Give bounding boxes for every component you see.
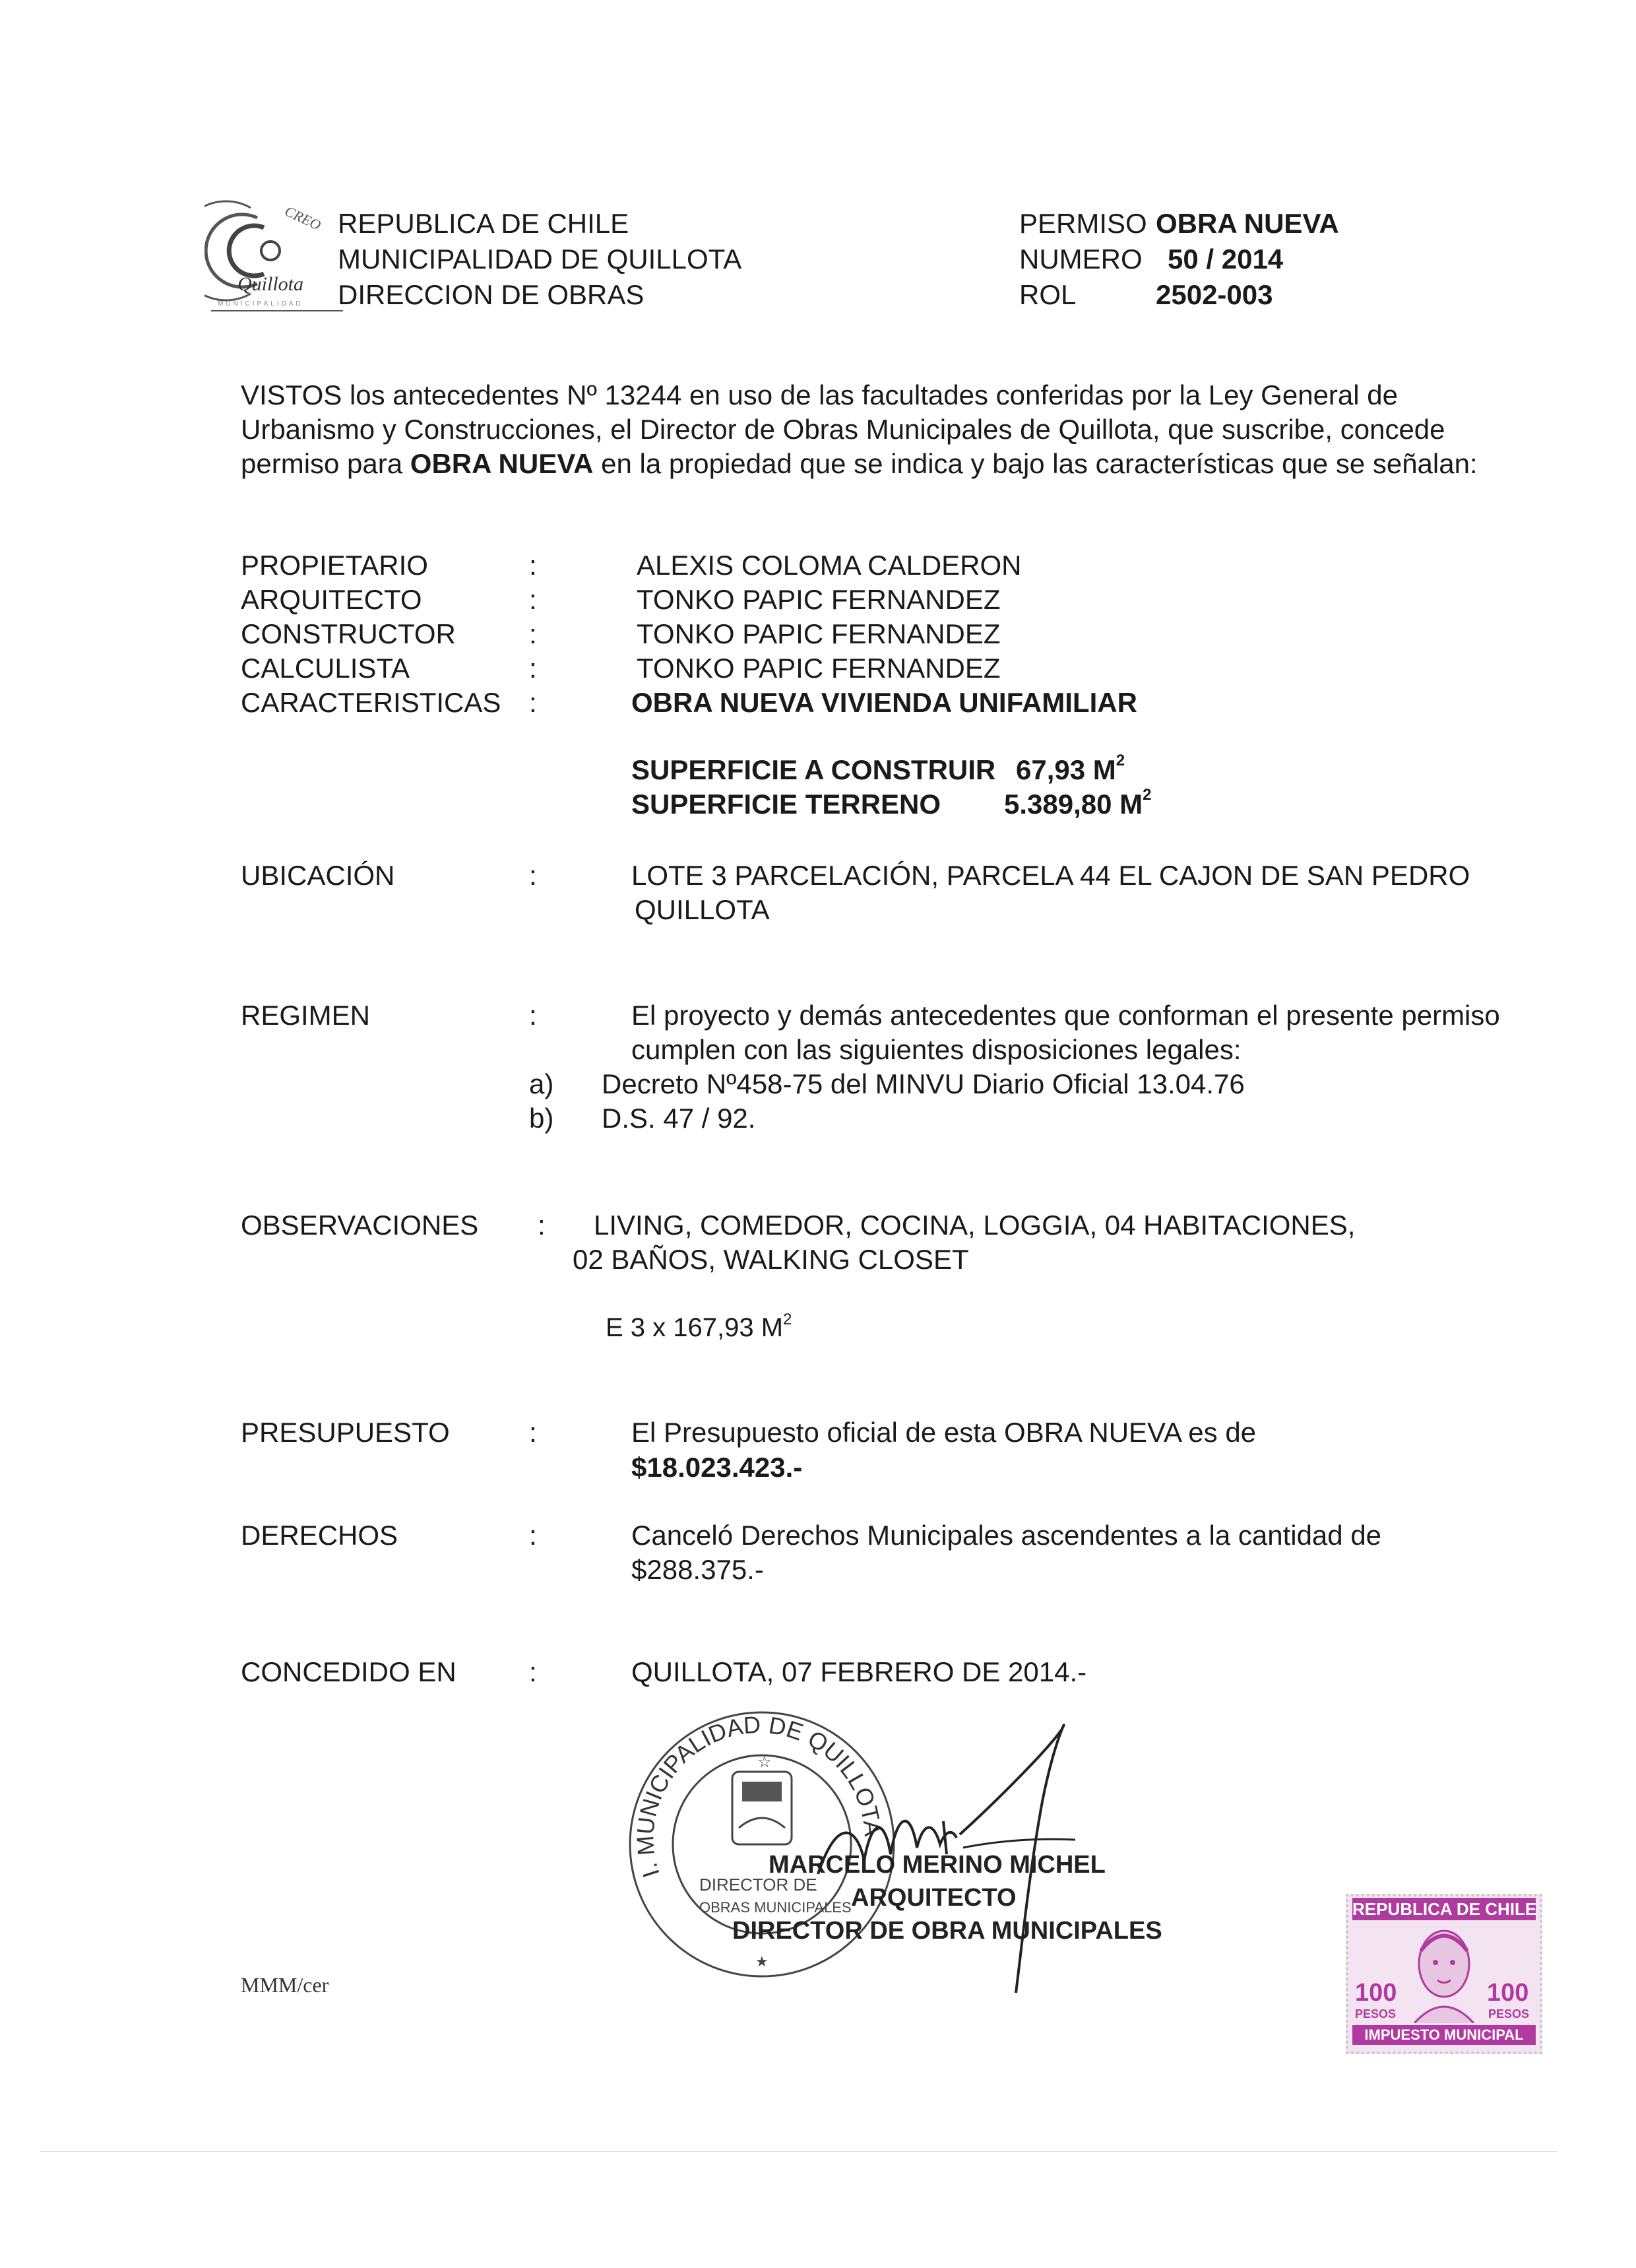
logo-script-text: Quillota [237,273,304,295]
logo-sub-text: MUNICIPALIDAD [218,300,303,307]
caracteristicas-colon: : [529,687,537,718]
regimen-b-marker: b) [529,1103,554,1134]
ubicacion-line-2: QUILLOTA [635,894,770,925]
presupuesto-line-1: El Presupuesto oficial de esta OBRA NUEVA es de [631,1417,1257,1448]
stamp-top-text: REPUBLICA DE CHILE [1352,1899,1537,1919]
numero-value: 50 / 2014 [1168,243,1284,275]
signer-title: ARQUITECTO [851,1884,1017,1912]
intro-obra-nueva: OBRA NUEVA [410,448,594,479]
observaciones-line-1: LIVING, COMEDOR, COCINA, LOGGIA, 04 HABITACIONES, [594,1210,1356,1241]
propietario-label: PROPIETARIO [241,550,428,581]
logo-top-text: CREO [282,202,324,234]
calculista-value: TONKO PAPIC FERNANDEZ [637,653,1001,684]
intro-line-3-start: permiso para [241,448,410,479]
regimen-b-text: D.S. 47 / 92. [602,1103,756,1134]
superficie-construir-label: SUPERFICIE A CONSTRUIR [631,754,996,785]
regimen-label: REGIMEN [241,1000,371,1031]
propietario-colon: : [529,550,537,581]
typist-initials: MMM/cer [241,1973,329,1997]
stamp-bottom-text: IMPUESTO MUNICIPAL [1352,2025,1536,2045]
intro-line-2: Urbanismo y Construcciones, el Director de Obras Municipales de Quillota, que suscribe, concede [241,414,1445,445]
derechos-amount: $288.375.- [631,1554,764,1585]
municipal-logo [204,195,343,307]
header-underline [211,310,343,311]
regimen-colon: : [529,1000,537,1031]
intro-line-1: VISTOS los antecedentes Nº 13244 en uso de las facultades conferidas por la Ley General de [241,379,1398,410]
superficie-construir-number: 67,93 M [1016,754,1116,785]
superficie-construir-exp: 2 [1116,752,1125,769]
constructor-label: CONSTRUCTOR [241,618,456,649]
arquitecto-label: ARQUITECTO [241,584,422,615]
arquitecto-colon: : [529,584,537,615]
caracteristicas-value: OBRA NUEVA VIVIENDA UNIFAMILIAR [631,687,1137,718]
constructor-value: TONKO PAPIC FERNANDEZ [637,618,1001,649]
regimen-a-marker: a) [529,1068,554,1099]
stamp-portrait-icon [1408,1924,1480,2023]
revenue-stamp [1346,1894,1542,2054]
numero-label: NUMERO [1019,243,1143,275]
calculista-label: CALCULISTA [241,653,410,684]
header-line-2: MUNICIPALIDAD DE QUILLOTA [338,243,742,275]
ubicacion-label: UBICACIÓN [241,860,395,891]
concedido-colon: : [529,1656,537,1687]
intro-line-3 [241,447,1478,481]
propietario-value: ALEXIS COLOMA CALDERON [637,550,1022,581]
stamp-value-left: 100 [1355,1979,1397,2007]
scan-edge-line [40,2151,1557,2152]
regimen-a-text: Decreto Nº458-75 del MINVU Diario Oficial 13.04.76 [602,1068,1245,1099]
derechos-line-1: Canceló Derechos Municipales ascendentes a la cantidad de [631,1520,1382,1551]
arquitecto-value: TONKO PAPIC FERNANDEZ [637,584,1001,615]
presupuesto-amount: $18.023.423.- [631,1452,803,1483]
presupuesto-colon: : [529,1417,537,1448]
ubicacion-colon: : [529,860,537,891]
observaciones-colon: : [538,1210,546,1241]
rol-label: ROL [1019,279,1077,310]
seal-inner-2: OBRAS MUNICIPALES [699,1899,852,1916]
observaciones-line-2: 02 BAÑOS, WALKING CLOSET [573,1244,969,1275]
concedido-label: CONCEDIDO EN [241,1656,456,1687]
stamp-currency-left: PESOS [1355,2007,1397,2021]
superficie-terreno-value [1004,786,1152,820]
seal-inner-1: DIRECTOR DE [699,1875,817,1895]
superficie-construir-value [1016,754,1125,786]
caracteristicas-label: CARACTERISTICAS [241,687,501,718]
header-line-3: DIRECCION DE OBRAS [338,279,645,310]
observaciones-line-3 [606,1313,792,1343]
svg-text:☆: ☆ [757,1753,772,1771]
observaciones-exp: 2 [783,1311,792,1328]
rol-value: 2502-003 [1156,279,1273,310]
derechos-colon: : [529,1520,537,1551]
superficie-terreno-label: SUPERFICIE TERRENO [631,789,941,820]
constructor-colon: : [529,618,537,649]
signer-role: DIRECTOR DE OBRA MUNICIPALES [732,1917,1162,1945]
superficie-terreno-exp: 2 [1143,786,1152,804]
permiso-value: OBRA NUEVA [1156,208,1339,239]
ubicacion-line-1: LOTE 3 PARCELACIÓN, PARCELA 44 EL CAJON DE SAN PEDRO [631,860,1470,891]
observaciones-label: OBSERVACIONES [241,1210,479,1241]
svg-text:★: ★ [755,1953,769,1970]
stamp-currency-right: PESOS [1488,2007,1530,2021]
header-line-1: REPUBLICA DE CHILE [338,208,629,239]
regimen-line-1: El proyecto y demás antecedentes que conforman el presente permiso [631,1000,1500,1031]
observaciones-line-3-text: E 3 x 167,93 M [606,1313,784,1342]
intro-line-3-end: en la propiedad que se indica y bajo las características que se señalan: [593,448,1478,479]
stamp-value-right: 100 [1487,1979,1529,2007]
concedido-value: QUILLOTA, 07 FEBRERO DE 2014.- [631,1656,1087,1687]
calculista-colon: : [529,653,537,684]
presupuesto-label: PRESUPUESTO [241,1417,450,1448]
superficie-terreno-number: 5.389,80 M [1004,789,1143,820]
derechos-label: DERECHOS [241,1520,398,1551]
regimen-line-2: cumplen con las siguientes disposiciones legales: [631,1034,1242,1065]
permiso-label: PERMISO [1019,208,1147,239]
signer-name: MARCELO MERINO MICHEL [769,1851,1106,1879]
seal-ring-text: I. MUNICIPALIDAD DE QUILLOTA [631,1710,887,1881]
